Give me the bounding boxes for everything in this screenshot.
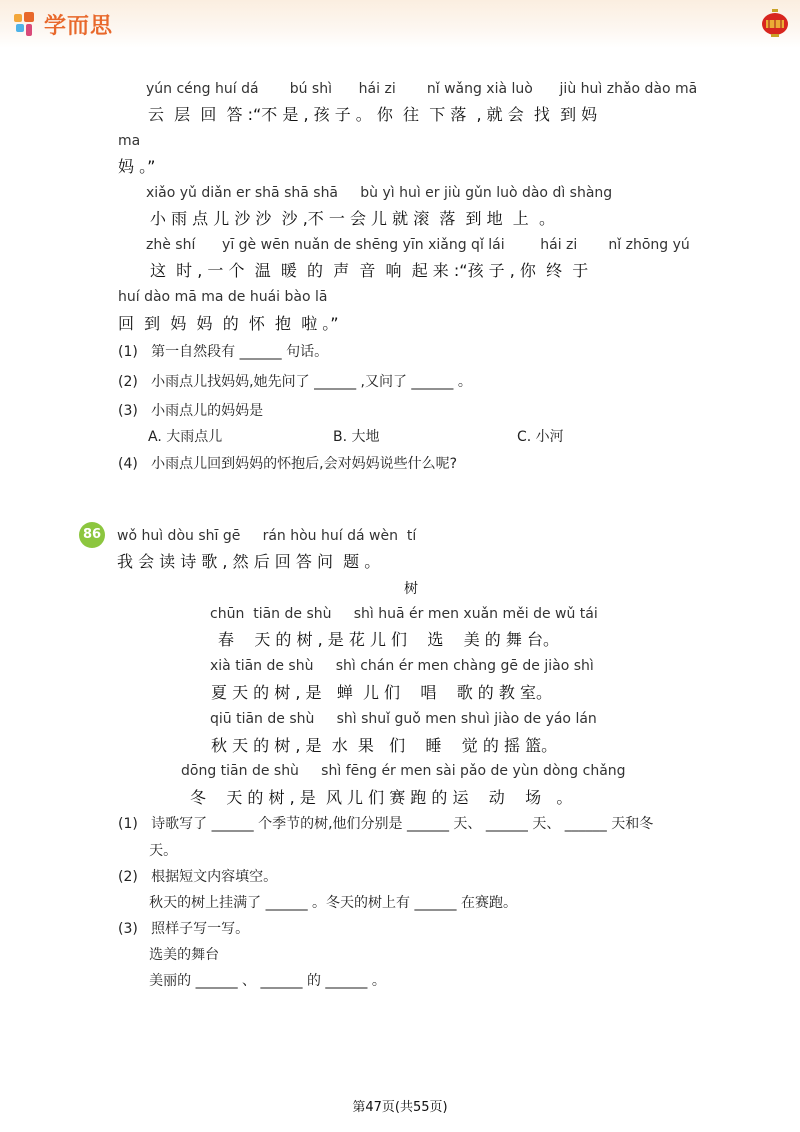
story-line-5-hanzi: 回 到 妈 妈 的 怀 抱 啦 。”: [118, 314, 339, 333]
lantern-icon: [761, 9, 789, 39]
story-question-4: (4) 小雨点儿回到妈妈的怀抱后,会对妈妈说些什么呢?: [118, 456, 458, 472]
brand-mark-icon: [14, 12, 40, 38]
brand-name: 学而思: [44, 14, 114, 39]
instruction-pinyin: wǒ huì dòu shī gē rán hòu huí dá wèn tí: [117, 528, 417, 544]
instruction-hanzi: 我 会 读 诗 歌 , 然 后 回 答 问 题 。: [117, 552, 381, 571]
poem-question-3: (3) 照样子写一写。: [118, 921, 250, 937]
poem-line-2-pinyin: xià tiān de shù shì chán ér men chàng gē de jiào shì: [210, 658, 594, 674]
question-number-badge: 86: [79, 522, 105, 548]
poem-line-1-pinyin: chūn tiān de shù shì huā ér men xuǎn měi de wǔ tái: [210, 606, 598, 622]
poem-line-2-hanzi: 夏 天 的 树 , 是 蝉 儿 们 唱 歌 的 教 室。: [211, 683, 552, 702]
story-line-5-pinyin: huí dào mā ma de huái bào lā: [118, 289, 328, 305]
story-question-2: (2) 小雨点儿找妈妈,她先问了 ______ ,又问了 ______ 。: [118, 374, 472, 390]
option-b: B. 大地: [333, 429, 380, 445]
poem-line-3-hanzi: 秋 天 的 树 , 是 水 果 们 睡 觉 的 摇 篮。: [211, 736, 558, 755]
poem-line-1-hanzi: 春 天 的 树 , 是 花 儿 们 选 美 的 舞 台。: [218, 630, 559, 649]
poem-question-1-cont: 天。: [118, 843, 178, 859]
story-line-2-hanzi: 妈 。”: [118, 157, 156, 176]
story-line-3-pinyin: xiǎo yǔ diǎn er shā shā shā bù yì huì er jiù gǔn luò dào dì shàng: [146, 185, 613, 201]
poem-question-3-example: 选美的舞台: [118, 947, 220, 963]
story-line-2-pinyin: ma: [118, 133, 141, 149]
story-line-3-hanzi: 小 雨 点 儿 沙 沙 沙 ,不 一 会 儿 就 滚 落 到 地 上 。: [150, 209, 555, 228]
page-number: 第47页(共55页): [352, 1100, 448, 1115]
poem-line-3-pinyin: qiū tiān de shù shì shuǐ guǒ men shuì jiào de yáo lán: [210, 711, 597, 727]
poem-line-4-pinyin: dōng tiān de shù shì fēng ér men sài pǎo de yùn dòng chǎng: [181, 763, 626, 779]
story-question-3: (3) 小雨点儿的妈妈是: [118, 403, 264, 419]
option-a: A. 大雨点儿: [148, 429, 223, 445]
story-question-1: (1) 第一自然段有 ______ 句话。: [118, 344, 329, 360]
poem-question-2: (2) 根据短文内容填空。: [118, 869, 278, 885]
poem-line-4-hanzi: 冬 天 的 树 , 是 风 儿 们 赛 跑 的 运 动 场 。: [190, 788, 573, 807]
page-header: [0, 0, 800, 48]
brand-logo: [14, 9, 113, 40]
story-line-1-hanzi: 云 层 回 答 :“不 是 , 孩 子 。 你 往 下 落 , 就 会 找 到 妈: [148, 105, 598, 124]
story-line-4-pinyin: zhè shí yī gè wēn nuǎn de shēng yīn xiǎng qǐ lái hái zi nǐ zhōng yú: [146, 237, 690, 253]
poem-question-2-fill: 秋天的树上挂满了 ______ 。冬天的树上有 ______ 在赛跑。: [118, 895, 517, 911]
story-line-1-pinyin: yún céng huí dá bú shì hái zi nǐ wǎng xià luò jiù huì zhǎo dào mā: [146, 81, 698, 97]
poem-question-1: (1) 诗歌写了 ______ 个季节的树,他们分别是 ______ 天、 ______ 天、 ______ 天和冬: [118, 816, 654, 832]
poem-question-3-fill: 美丽的 ______ 、 ______ 的 ______ 。: [118, 973, 386, 989]
story-line-4-hanzi: 这 时 , 一 个 温 暖 的 声 音 响 起 来 :“孩 子 , 你 终 于: [150, 261, 589, 280]
poem-title: 树: [404, 581, 418, 597]
option-c: C. 小河: [517, 429, 564, 445]
